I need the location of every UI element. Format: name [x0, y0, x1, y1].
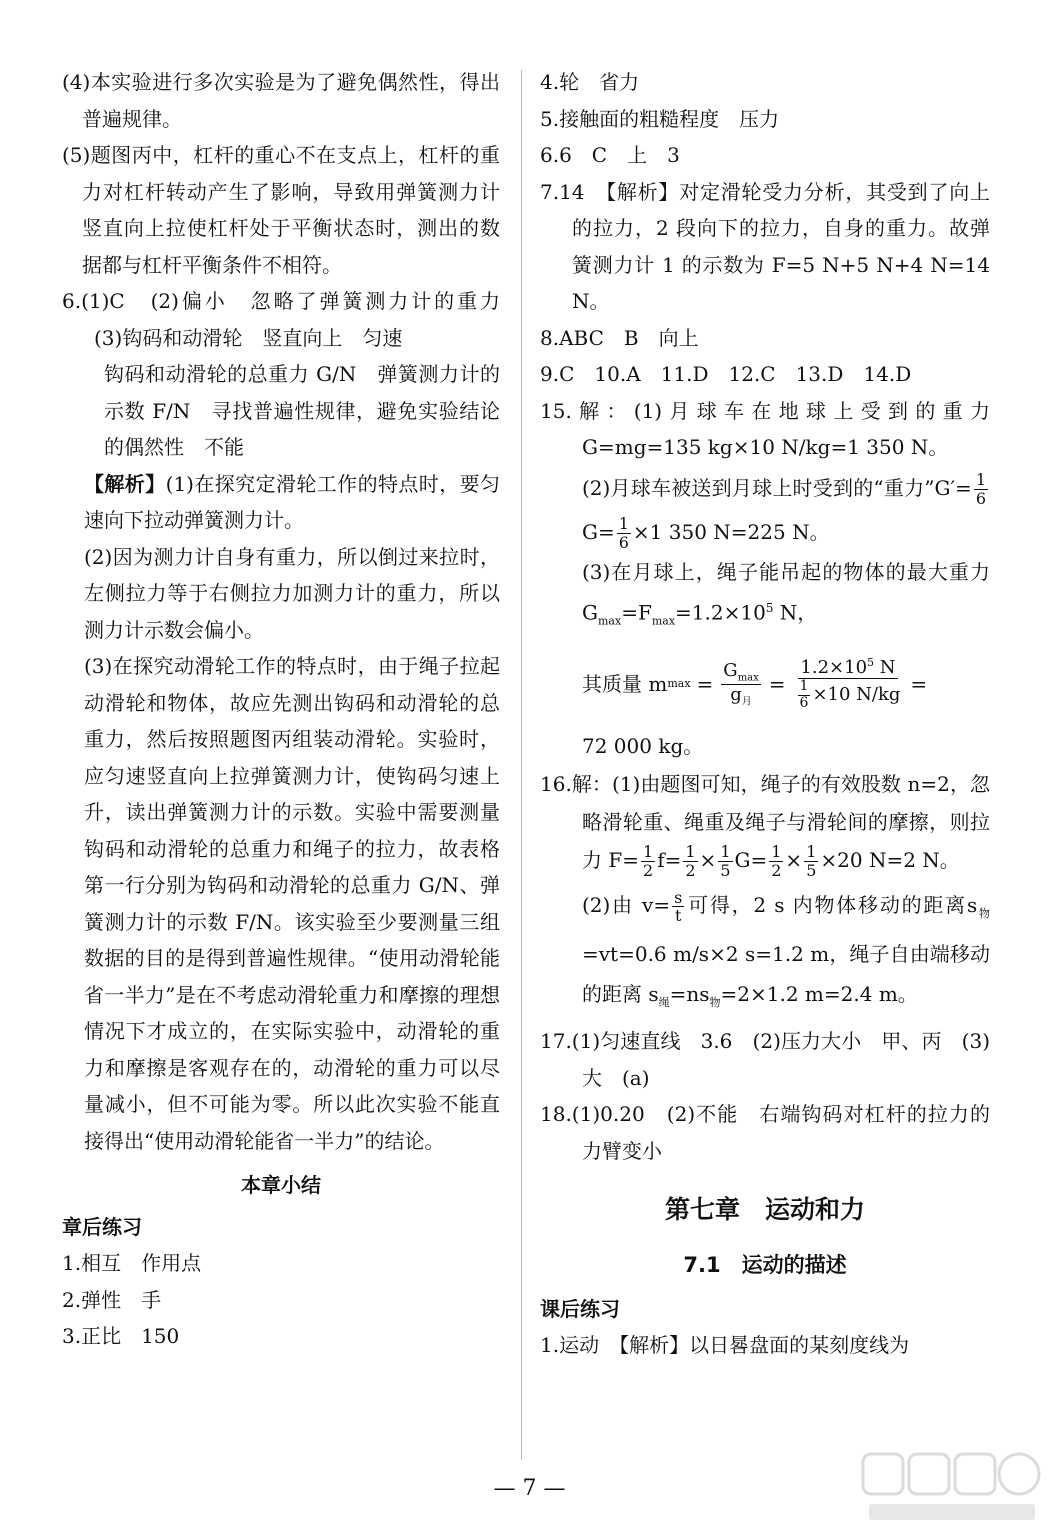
fraction-1-5-b [804, 843, 818, 879]
denominator [728, 685, 754, 708]
fraction-g-over-gmoon [721, 661, 760, 707]
answer-5: 5.接触面的粗糙程度 压力 [540, 106, 780, 131]
subscript-max-b: max [651, 614, 676, 628]
fraction-value [794, 657, 903, 711]
answer-5-5: (5)题图丙中，杠杆的重心不在支点上，杠杆的重力对杠杆转动产生了影响，导致用弹簧测力计竖直向上拉使杠杆处于平衡状态时，测出的数据都与杠杆平衡条件不相符。 [62, 143, 500, 277]
fraction-1-5 [718, 843, 732, 879]
answer-16-1-text-b: f= [657, 847, 682, 872]
fraction-1-2 [641, 843, 655, 879]
answer-16-2-text-d: =vt=0.6 m/s×2 s=1.2 m，绳子自由端移动的距离 s [582, 942, 990, 1007]
fraction-1-6-c [798, 679, 811, 711]
answer-16-2-text: (2)由 v= [582, 893, 671, 918]
subscript-obj: 物 [977, 907, 990, 921]
answer-17: 17.(1)匀速直线 3.6 (2)压力大小 甲、丙 (3)大 (a) [540, 1029, 990, 1090]
superscript-5: 5 [765, 601, 774, 615]
numerator: 1 [720, 842, 731, 862]
answer-8: 8.ABC B 向上 [540, 325, 699, 350]
answer-16-2-text-c: s [966, 893, 978, 918]
answers-9-14: 9.C 10.A 11.D 12.C 13.D 14.D [540, 362, 912, 386]
numerator: 1 [771, 842, 782, 862]
equals-1: = [696, 671, 714, 696]
answer-15-2 [540, 466, 990, 554]
numerator: 1 [618, 513, 629, 533]
num-value: 1.2×10 [800, 657, 868, 679]
subscript-rope: 绳 [658, 996, 670, 1010]
answer-16-2-text-e: =ns [669, 982, 710, 1007]
page-number: — 7 — [493, 1476, 566, 1501]
numerator: s [674, 887, 683, 907]
answer-15-3 [540, 554, 990, 641]
subscript-obj-b: 物 [709, 996, 721, 1010]
subscript-max: max [597, 614, 622, 628]
numerator: $1.2\times 10^5$ N [800, 656, 896, 679]
answer-6-cont: 钩码和动滑轮的总重力 G/N 弹簧测力计的示数 F/N 寻找普遍性规律，避免实验结论的偶然性 不能 [104, 362, 500, 459]
den-value: ×10 N/kg [812, 684, 901, 706]
explanation-part-1: (1)在探究定滑轮工作的特点时，要匀速向下拉动弹簧测力计。 [84, 471, 500, 532]
answer-b1: 1.运动 【解析】以日晷盘面的某刻度线为 [540, 1333, 910, 1358]
den-sub: 月 [741, 696, 752, 708]
subscript-max-c: max [667, 676, 691, 690]
answer-6-explanation-2: (2)因为测力计自身有重力，所以倒过来拉时，左侧拉力等于右侧拉力加测力计的重力，所以测力计示数会偏小。 [84, 544, 500, 642]
answer-7: 7.14 【解析】对定滑轮受力分析，其受到了向上的拉力，2 段向下的拉力，自身的重力。故弹簧测力计 1 的示数为 F=5 N+5 N+4 N=14 N。 [540, 179, 990, 313]
answer-15-result: 72 000 kg。 [582, 734, 704, 759]
practice-title: 章后练习 [62, 1215, 142, 1239]
answer-1: 1.相互 作用点 [62, 1251, 202, 1275]
answer-16-1-text-c: G= [734, 847, 768, 872]
denominator: t [674, 906, 682, 926]
num-sub: max [737, 672, 759, 684]
chapter-title: 第七章 运动和力 [664, 1195, 865, 1225]
den-g: g [730, 683, 742, 705]
fraction-1-6 [974, 471, 988, 507]
answer-15-2-text-b: G= [582, 519, 615, 544]
mass-formula [540, 640, 990, 728]
answer-16-2-text-b: 可得，2 s 内物体移动的距离 [686, 893, 967, 918]
numerator: 1 [799, 678, 809, 695]
answer-16-1-text-d: × [785, 847, 803, 872]
denominator [794, 679, 903, 711]
denominator: 6 [799, 694, 809, 711]
answer-15-3-text-c: =1.2×10 [675, 600, 766, 625]
left-column [62, 64, 520, 1355]
numerator [721, 661, 760, 685]
fraction-1-2-c [769, 843, 783, 879]
fraction-1-6-b [617, 515, 631, 551]
answer-3: 3.正比 150 [62, 1324, 180, 1348]
right-column [540, 64, 990, 1364]
mass-label: 其质量 m [582, 671, 668, 696]
answer-15-3-text-b: =F [621, 600, 652, 625]
answer-16-1-text-e: ×20 N=2 N。 [820, 847, 960, 872]
denominator: 5 [806, 860, 817, 880]
denominator: 5 [720, 860, 731, 880]
num-g: G [723, 660, 738, 682]
answer-16-2 [540, 885, 990, 1023]
num-exp: 5 [867, 656, 875, 670]
explanation-label: 【解析】 [84, 471, 166, 496]
answer-6: 6.(1)C (2)偏小 忽略了弹簧测力计的重力 (3)钩码和动滑轮 竖直向上 匀速 [62, 289, 520, 350]
answer-15-3-text: (3)在月球上，绳子能吊起的物体的最大重力 G [582, 559, 990, 625]
watermark-logo-icon [859, 1448, 1045, 1528]
answer-16-1: 16.解：(1)由题图可知，绳子的有效股数 n=2，忽略滑轮重、绳重及绳子与滑轮间的摩擦，则拉力 F= $\frac{1}{2}$ f= $\frac{1}{2}$ × $\frac{1}{5}$ G= $\frac{1}{2}$ × $\frac{1}{5}$ ×20 N=2 N。 [540, 771, 990, 880]
numerator: 1 [806, 842, 817, 862]
numerator: 1 [685, 842, 696, 862]
answer-15-3-text-d: N， [773, 600, 818, 625]
equals-2: = [768, 671, 786, 696]
denominator: 6 [618, 532, 629, 552]
numerator: 1 [643, 842, 654, 862]
column-divider [521, 70, 522, 1460]
answer-16-2-text-f: =2×1.2 m=2.4 m。 [720, 982, 918, 1007]
answer-18: 18.(1)0.20 (2)不能 右端钩码对杠杆的拉力的力臂变小 [540, 1102, 990, 1163]
denominator: 2 [685, 860, 696, 880]
denominator: 2 [643, 860, 654, 880]
answer-15-2-text-c: ×1 350 N=225 N。 [632, 519, 830, 544]
answer-6-explanation [62, 466, 500, 539]
answer-15-1: 15.解：(1)月球车在地球上受到的重力 G=mg=135 kg×10 N/kg=1 350 N。 [540, 398, 990, 459]
fraction-1-2-b [683, 843, 697, 879]
after-class-title: 课后练习 [540, 1297, 620, 1322]
denominator: 2 [771, 860, 782, 880]
answer-15-2-text: (2)月球车被送到月球上时受到的“重力”G′= [582, 475, 972, 500]
answer-2: 2.弹性 手 [62, 1287, 162, 1312]
answer-6-short: 6.6 C 上 3 [540, 143, 680, 167]
summary-title: 本章小结 [241, 1173, 321, 1197]
numerator: 1 [975, 469, 986, 489]
answer-6-explanation-3: (3)在探究动滑轮工作的特点时，由于绳子拉起动滑轮和物体，故应先测出钩码和动滑轮的总重力，然后按照题图丙组装动滑轮。实验时，应匀速竖直向上拉弹簧测力计，使钩码匀速上升，读出弹簧测力计的示数。实验中需要测量钩码和动滑轮的总重力和绳子的拉力，故表格第一行分别为钩码和动滑轮的总重力 G/N、弹簧测力计的示数 F/N。该实验至少要测量三组数据的目的是得到普遍性规律。“使用动滑轮能省一半力”是在不考虑动滑轮重力和摩擦的理想情况下才成立的，在实际实验中，动滑轮的重力和摩擦是客观存在的，动滑轮的重力可以尽量减小，但不可能为零。所以此次实验不能直接得出“使用动滑轮能省一半力”的结论。 [84, 654, 500, 1153]
equals-3: = [910, 671, 928, 696]
answer-4: 4.轮 省力 [540, 70, 640, 94]
answer-5-4: (4)本实验进行多次实验是为了避免偶然性，得出普遍规律。 [62, 70, 500, 131]
answer-16-1-text: 16.解：(1)由题图可知，绳子的有效股数 n=2，忽略滑轮重、绳重及绳子与滑轮间的摩擦，则拉力 F= [540, 771, 990, 872]
fraction-s-over-t [672, 889, 684, 925]
lesson-title: 7.1 运动的描述 [683, 1253, 847, 1278]
denominator: 6 [975, 488, 986, 508]
